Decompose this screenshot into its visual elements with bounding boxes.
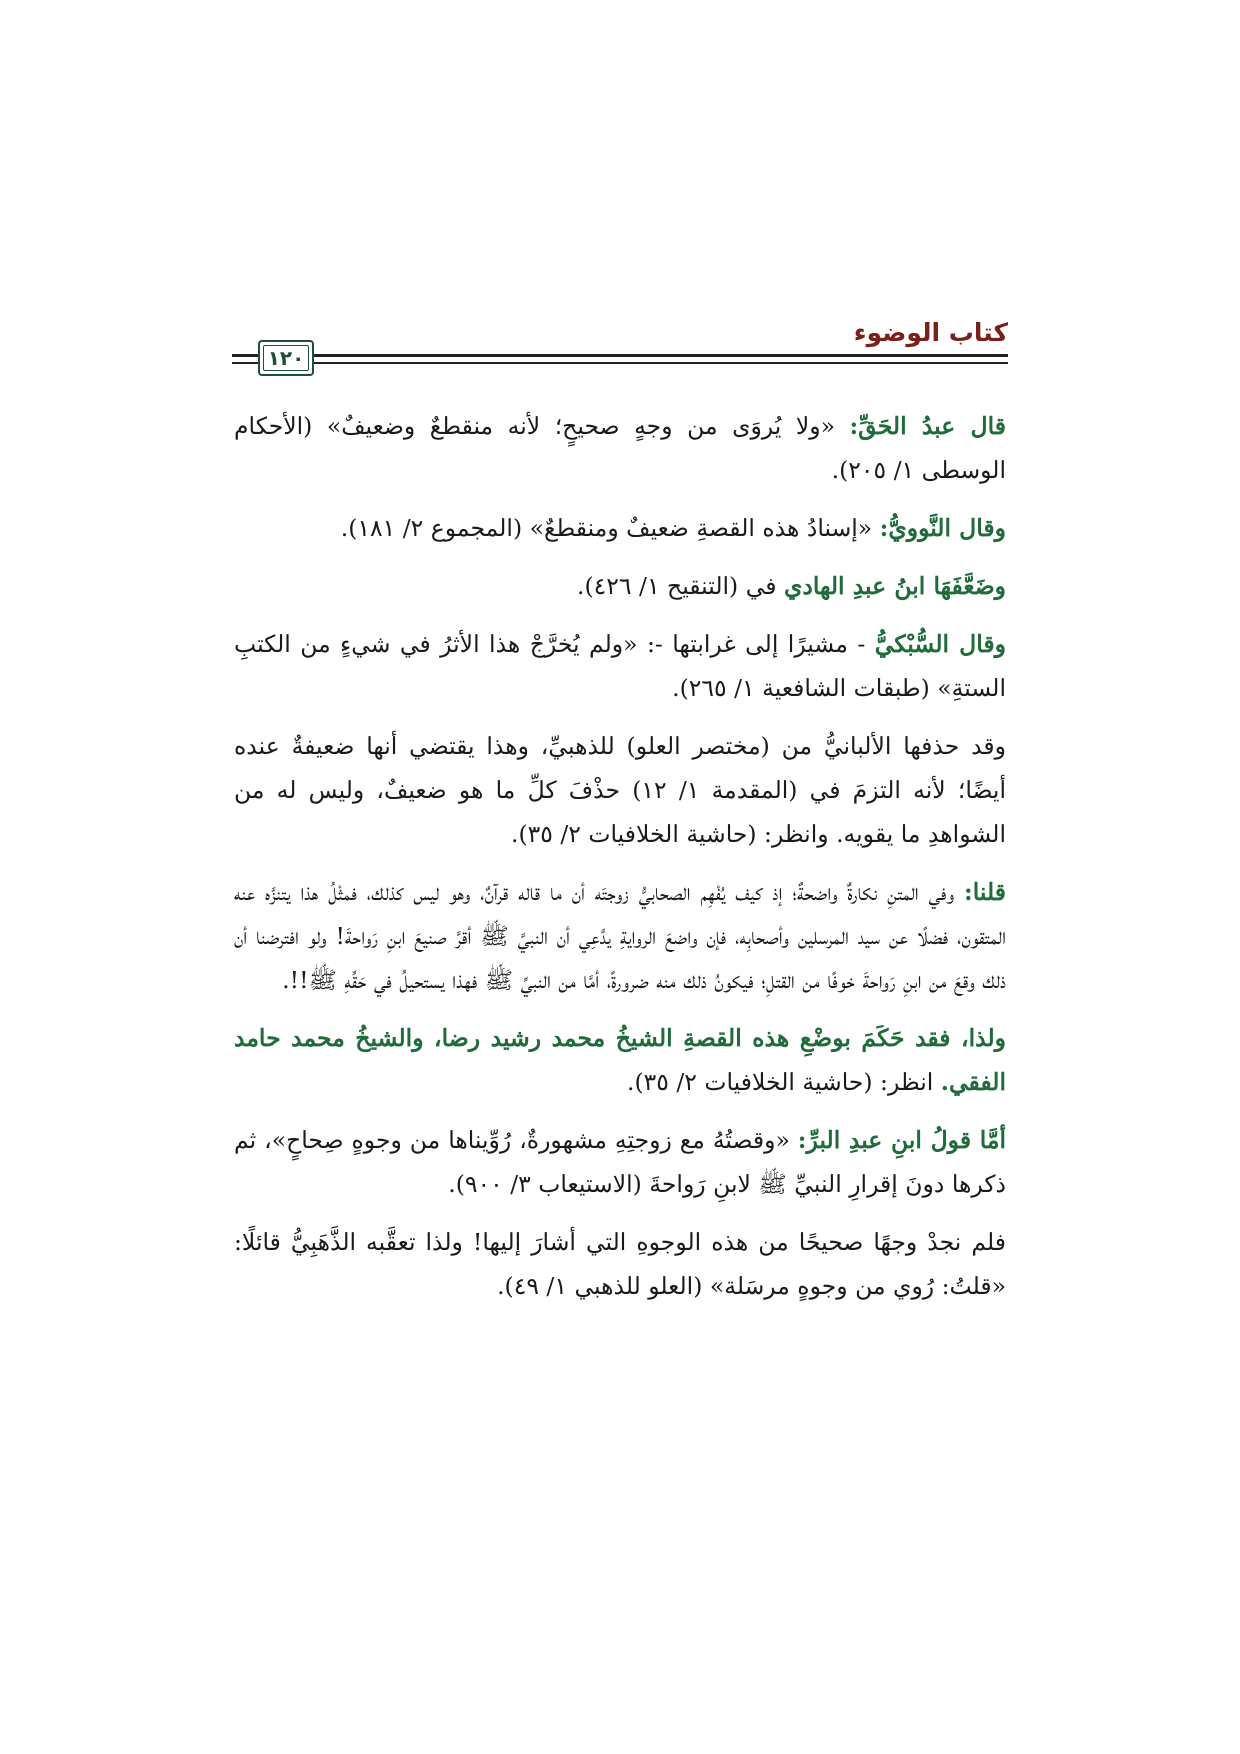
paragraph-text: وقد حذفها الألبانيُّ من (مختصر العلو) للذهبيِّ، وهذا يقتضي أنها ضعيفةٌ عنده أيضًا؛ لأنه التزمَ في (المقدمة ١/ ١٢) حذْفَ كلِّ ما هو ضعيفٌ، وليس له من الشواهدِ ما يقويه. وانظر: (حاشية الخلافيات ٢/ ٣٥). bbox=[234, 732, 1006, 848]
page-header bbox=[232, 318, 1008, 378]
paragraph-text: انظر: (حاشية الخلافيات ٢/ ٣٥). bbox=[627, 1068, 941, 1096]
paragraph-lead: قلنا: bbox=[964, 878, 1006, 906]
paragraph-lead: ولذا، فقد حَكَمَ بوضْعِ هذه القصةِ الشيخُ محمد رشيد رضا، والشيخُ محمد حامد الفقي. bbox=[234, 1024, 1006, 1096]
paragraph bbox=[234, 1220, 1006, 1308]
header-rule-bottom bbox=[232, 362, 1008, 364]
paragraph bbox=[234, 622, 1006, 710]
paragraph-text: فلم نجدْ وجهًا صحيحًا من هذه الوجوهِ التي أشارَ إليها! ولذا تعقَّبه الذَّهَبِيُّ قائلًا: «قلتُ: رُوي من وجوهٍ مرسَلة» (العلو للذهبي ١/ ٤٩). bbox=[234, 1228, 1006, 1300]
paragraph-text: وفي المتنِ نكارةٌ واضحةٌ؛ إذ كيف يُفْهِم الصحابيُّ زوجتَه أن ما قاله قرآنٌ، وهو ليس كذلك، فمثْلُ هذا يتنزَّه عنه المتقون، فضلًا عن سيد المرسلين وأصحابِه، فإن واضعَ الروايةِ يدَّعِي أن النبيَّ ﷺ أقرَّ صنيعَ ابنِ رَواحةَ! ولو افترضنا أن ذلك وقعَ من ابنِ رَواحةَ خوفًا من القتلِ؛ فيكونُ ذلك منه ضرورةً، أمَّا من النبيِّ ﷺ فهذا يستحيلُ في حَقِّهِ ﷺ!!. bbox=[234, 878, 1006, 994]
paragraph bbox=[234, 724, 1006, 856]
paragraph bbox=[234, 404, 1006, 492]
paragraph-lead: وقال النَّوويُّ: bbox=[879, 514, 1006, 542]
page-body bbox=[234, 404, 1006, 1322]
paragraph-text: في (التنقيح ١/ ٤٢٦). bbox=[577, 572, 784, 600]
paragraph bbox=[234, 1118, 1006, 1206]
header-rule-top bbox=[232, 354, 1008, 357]
paragraph-text: - مشيرًا إلى غرابتها -: «ولم يُخرَّجْ هذا الأثرُ في شيءٍ من الكتبِ الستةِ» (طبقات الشافعية ١/ ٢٦٥). bbox=[234, 630, 1006, 702]
paragraph bbox=[234, 1016, 1006, 1104]
page-number-box bbox=[258, 340, 314, 376]
paragraph-text: «ولا يُروَى من وجهٍ صحيحٍ؛ لأنه منقطعٌ وضعيفٌ» (الأحكام الوسطى ١/ ٢٠٥). bbox=[234, 412, 1006, 484]
paragraph-lead: قال عبدُ الحَقِّ: bbox=[849, 412, 1006, 440]
book-title: كتاب الوضوء bbox=[853, 318, 1008, 347]
paragraph-text: «وقصتُهُ مع زوجتِهِ مشهورةٌ، رُوِّيناها من وجوهٍ صِحاحٍ»، ثم ذكرها دونَ إقرارِ النبيِّ ﷺ لابنِ رَواحةَ (الاستيعاب ٣/ ٩٠٠). bbox=[234, 1126, 1006, 1198]
paragraph-text: «إسنادُ هذه القصةِ ضعيفٌ ومنقطعٌ» (المجموع ٢/ ١٨١). bbox=[340, 514, 880, 542]
page-number: ١٢٠ bbox=[267, 346, 305, 370]
paragraph-lead: أمَّا قولُ ابنِ عبدِ البرِّ: bbox=[797, 1126, 1006, 1154]
paragraph-lead: وضَعَّفَهَا ابنُ عبدِ الهادي bbox=[783, 572, 1006, 600]
paragraph bbox=[234, 870, 1006, 1002]
paragraph-lead: وقال السُّبْكيُّ bbox=[874, 630, 1007, 658]
paragraph bbox=[234, 564, 1006, 608]
paragraph bbox=[234, 506, 1006, 550]
